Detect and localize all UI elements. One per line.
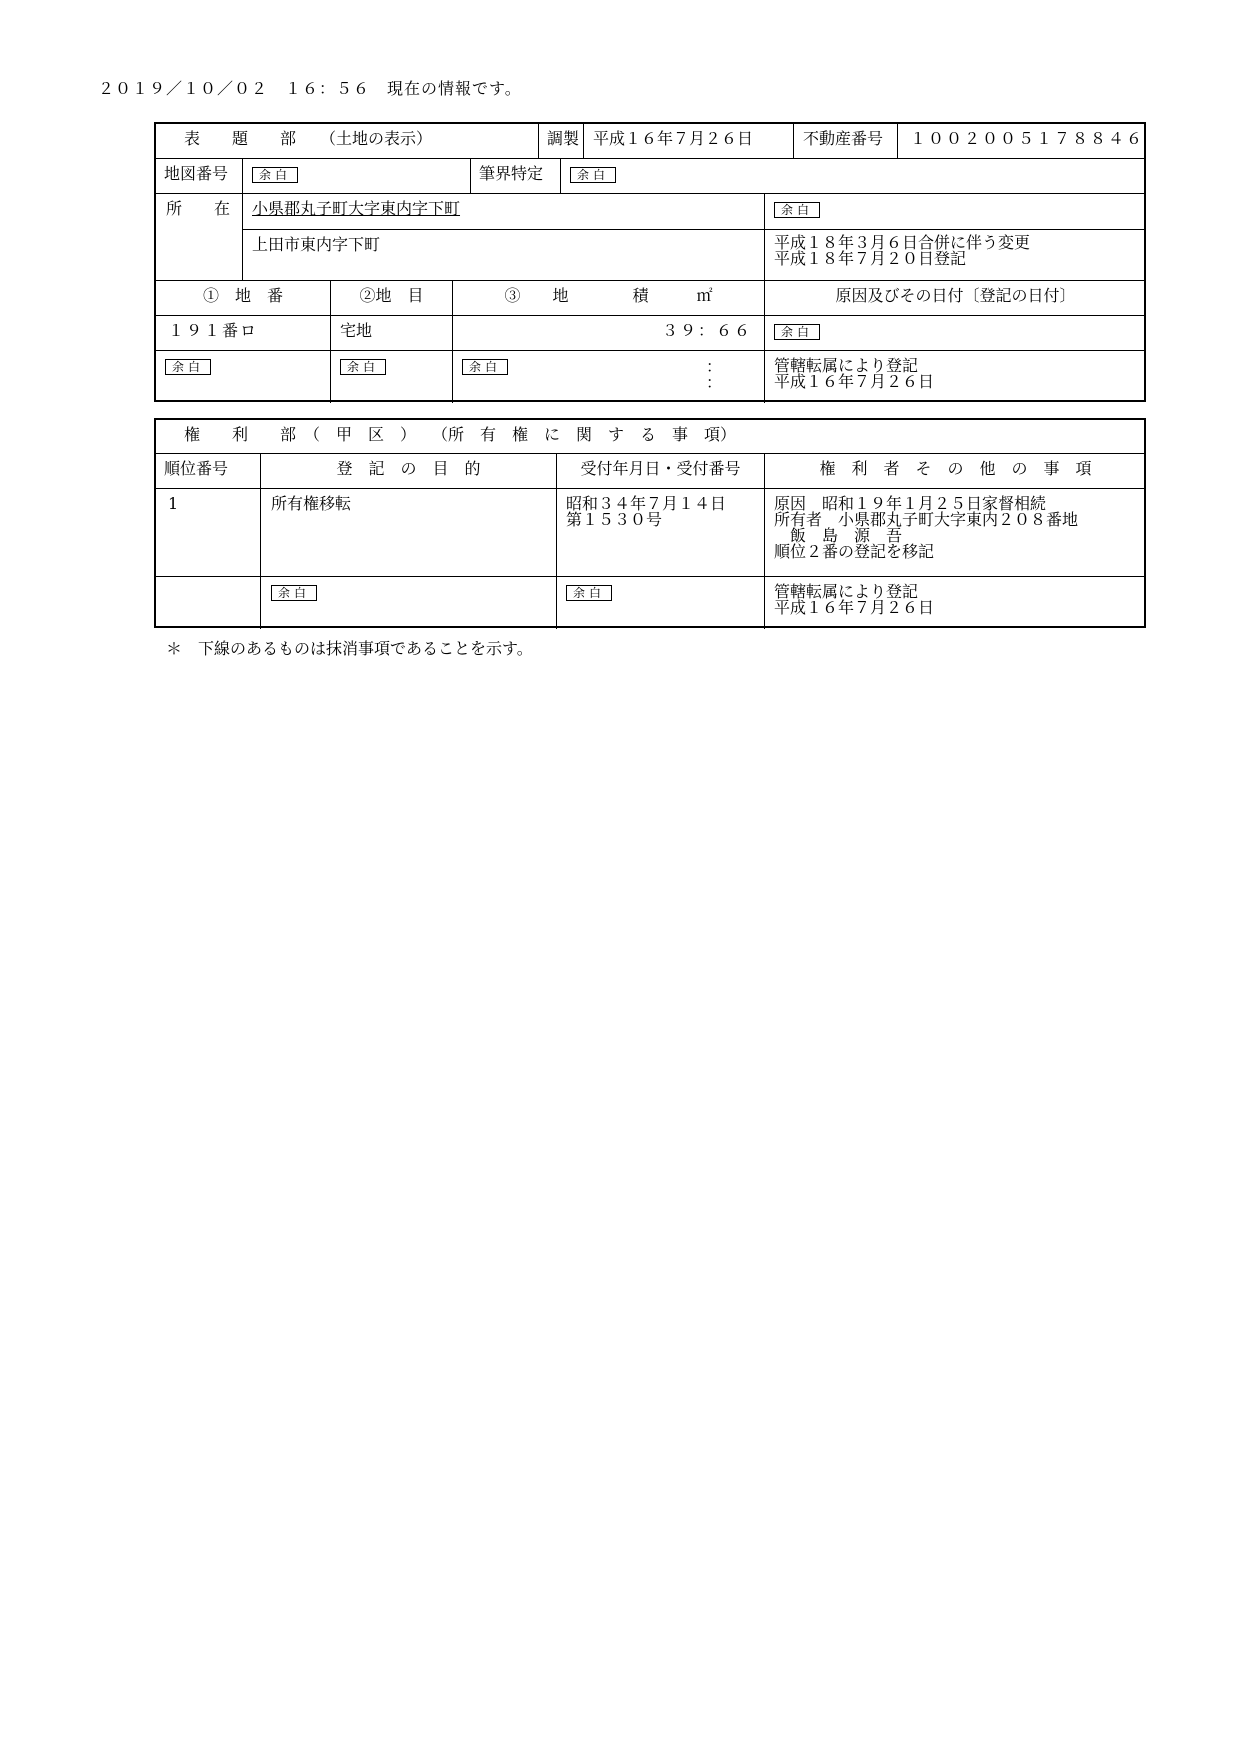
hyodai-column-headers <box>156 280 1144 316</box>
kenri-header-row <box>156 420 1144 453</box>
kankatsu-line1: 管轄転属により登記 <box>774 356 919 375</box>
uketsuke-line2: 第１５３０号 <box>566 510 663 529</box>
kenrisha-value <box>774 496 1078 560</box>
kenri-section <box>154 418 1146 628</box>
col-kenrisha: 権 利 者 そ の 他 の 事 項 <box>819 459 1092 478</box>
hyodai-title: 表 題 部 （土地の表示） <box>184 129 433 148</box>
chiban-value: １９１番ロ <box>168 321 259 340</box>
chimoku-value: 宅地 <box>340 321 373 340</box>
shozai-row <box>156 193 1144 281</box>
juni-value: 1 <box>168 494 179 513</box>
col-chimoku: ②地 目 <box>359 286 424 305</box>
chimoku-yohaku: 余白 <box>340 359 386 375</box>
mokuteki-yohaku: 余白 <box>271 585 317 601</box>
kankatsu-line2: 平成１６年７月２６日 <box>774 372 935 391</box>
col-mokuteki: 登 記 の 目 的 <box>336 459 481 478</box>
shozai-change-line2: 平成１８年７月２０日登記 <box>774 249 967 268</box>
chosei-date: 平成１６年７月２６日 <box>593 129 754 148</box>
fudosan-number: １００２００５１７８８４６ <box>910 129 1145 148</box>
hyodai-header-row <box>156 124 1144 158</box>
col-genin: 原因及びその日付〔登記の日付〕 <box>835 286 1076 305</box>
col-chiseki: ③ 地 積 ㎡ <box>504 286 713 305</box>
kenrisha-line1: 原因 昭和１９年１月２５日家督相続 <box>774 494 1047 513</box>
col-chiban: ① 地 番 <box>202 286 283 305</box>
footnote: ＊ 下線のあるものは抹消事項であることを示す。 <box>166 639 533 658</box>
kenrisha-line2: 所有者 小県郡丸子町大字東内２０８番地 <box>774 510 1079 529</box>
chizu-row <box>156 158 1144 194</box>
shozai-new: 上田市東内字下町 <box>252 235 381 254</box>
chosei-label: 調製 <box>547 129 580 148</box>
hikkai-label: 筆界特定 <box>479 164 544 183</box>
fudosan-label: 不動産番号 <box>803 129 884 148</box>
hikkai-yohaku: 余白 <box>570 167 616 183</box>
uketsuke-yohaku: 余白 <box>566 585 612 601</box>
mokuteki-value: 所有権移転 <box>271 494 352 513</box>
kenri-title: 権 利 部 （ 甲 区 ） （所 有 権 に 関 す る 事 項） <box>184 425 737 444</box>
shozai-change-line1: 平成１８年３月６日合併に伴う変更 <box>774 233 1031 252</box>
chizu-label: 地図番号 <box>164 164 229 183</box>
kenri-column-headers <box>156 453 1144 489</box>
shozai-label: 所 在 <box>166 199 231 218</box>
uketsuke-value <box>566 496 726 528</box>
timestamp: ２０１９／１０／０２ １６：５６ 現在の情報です。 <box>98 79 522 98</box>
chiban-yohaku: 余白 <box>165 359 211 375</box>
kenrisha-line3: 飯 島 源 吾 <box>774 526 903 545</box>
genin-yohaku: 余白 <box>774 324 820 340</box>
kenri-kankatsu-text <box>774 584 934 616</box>
uketsuke-line1: 昭和３４年７月１４日 <box>566 494 727 513</box>
kenri-kankatsu-row <box>156 576 1144 629</box>
shozai-old: 小県郡丸子町大字東内字下町 <box>252 199 461 218</box>
col-uketsuke: 受付年月日・受付番号 <box>580 459 741 478</box>
kankatsu-text <box>774 358 934 390</box>
kankatsu-row <box>156 350 1144 403</box>
hyodai-section <box>154 122 1146 402</box>
chizu-yohaku: 余白 <box>252 167 298 183</box>
shozai-change <box>774 235 1030 267</box>
col-juni: 順位番号 <box>164 459 229 478</box>
chiban-data-row <box>156 315 1144 351</box>
chiseki-colons: ： ： <box>705 357 722 392</box>
kenri-entry-row <box>156 488 1144 577</box>
kenri-kankatsu-line2: 平成１６年７月２６日 <box>774 598 935 617</box>
shozai-old-yohaku: 余白 <box>774 202 820 218</box>
chiseki-yohaku: 余白 <box>462 359 508 375</box>
kenrisha-line4: 順位２番の登記を移記 <box>774 542 935 561</box>
chiseki-value: ３９：６６ <box>661 321 752 340</box>
kenri-kankatsu-line1: 管轄転属により登記 <box>774 582 919 601</box>
